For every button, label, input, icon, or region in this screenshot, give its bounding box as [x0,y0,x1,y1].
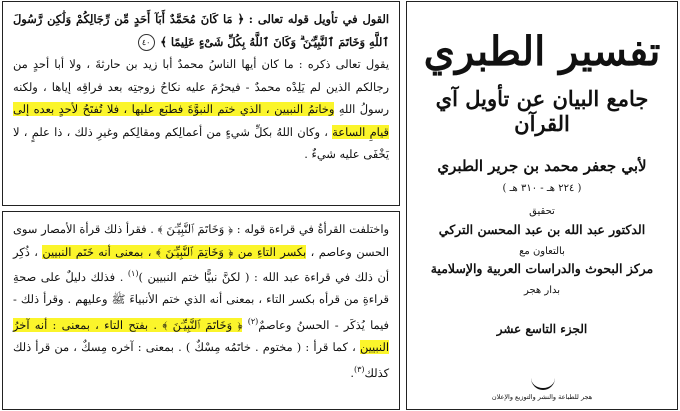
commentary-paragraph [13,53,389,166]
readings-text: . فذلك دليلٌ على صحةِ قراءةِ من قرأه بكسر التاء ، بمعنى أنه الذي ختم الأنبياءَ ﷺ وعليهم . وقرأ ذلك - فيما يُذكَر - الحسنُ وعاصمٌ [13,269,390,332]
cover-publisher: هجر للطباعة والنشر والتوزيع والإعلان [491,393,593,401]
cover-author: لأبي جعفر محمد بن جرير الطبري [437,157,647,175]
quran-verse: ﴿ مَا كَانَ مُحَمَّدٌ أَبَآ أَحَدٍ مِّن رِّجَالِكُمْ وَلَٰكِن رَّسُولَ ٱللَّهِ وَخَاتَمَ ٱلنَّبِيِّـۧنَ ۗ وَكَانَ ٱللَّهُ بِكُلِّ شَىْءٍ عَلِيمًا ﴾ [13,12,389,49]
readings-text-end: . [350,365,354,380]
publisher-logo-icon [531,376,555,390]
tafsir-excerpt-readings [2,211,400,410]
cover-subtitle: جامع البيان عن تأويل آي القرآن [435,86,649,136]
footnote-marker: (٢) [247,316,259,326]
cover-dar-label: بدار هجر [523,285,561,296]
commentary-text: يقول تعالى ذكره : ما كان أيها الناسُ محمدٌ أبا زيد بن حارثةَ ، ولا أبا أحدٍ من رجالكم الذين لم يَلِدْه محمدٌ - فيحرُمَ عليه نكاحُ زوجتِه بعد فراقِه إياها ، ولكنه رسولُ اللهِ [13,57,389,116]
footnote-marker: (١) [127,269,139,278]
cover-research-center: مركز البحوث والدراسات العربية والإسلامية [430,261,654,276]
commentary-text-end: ، وكان اللهُ بكلِّ شيءٍ من أعمالِكم ومقالِكم وغيرِ ذلك ، ذا علمٍ ، لا يَخْفَى عليه شيءٌ . [13,124,389,161]
readings-text: ، ذُكِر أن ذلك في قراءة عبد الله : ( لكنَّ نبيًّا ختم النبيين ) [13,244,389,284]
cover-years: ( ٢٢٤ هـ - ٣١٠ هـ ) [502,183,582,194]
readings-text: واختلفت القرأةُ في قراءة قوله : ﴿ وَخَاتَمَ ٱلنَّبِيِّـۧنَ ﴾ . فقرأ ذلك قرأة الأمصار سوى الحسن وعاصم ، [13,222,390,259]
cover-tahqiq-label: تحقيق [529,206,555,217]
verse-heading-paragraph [13,8,389,53]
cover-editor: الدكتور عبد الله بن عبد المحسن التركي [438,222,646,237]
book-cover [406,1,678,410]
cover-title: تفسير الطبري [423,28,661,75]
verse-number-medallion: ٤٠ [138,34,155,51]
highlighted-kasra-reading: بكسر التاءِ من ﴿ وَخَاتِمَ ٱلنَّبِيِّـۧنَ ﴾ ، بمعنى أنه خَتَم النبيين [42,244,307,259]
readings-text: ، كما قرأ : ( مختوم . خاتَمُه مِسْكٌ ) . بمعنى : آخره مِسكٌ ، من قرأ ذلك كذلك [13,340,389,380]
section-heading: القول في تأويل قوله تعالى : [248,12,390,26]
cover-volume: الجزء التاسع عشر [496,322,588,336]
tafsir-excerpt-verse-40 [2,1,400,206]
highlighted-seal-of-prophets-text: وخاتمُ النبيين ، الذي ختم النبوَّةَ فطبَع عليها ، فلا تُفتَحُ لأحدٍ بعده إلى قيامِ الساعة [13,102,390,139]
highlighted-fatha-reading: ﴿ وَخَاتَمَ ٱلنَّبِيِّـۧنَ ﴾ . بفتح التاء ، بمعنى : أنه آخرُ النبيين [13,317,389,355]
cover-cooperation-label: بالتعاون مع [519,246,565,257]
footnote-marker: (٣) [353,364,365,374]
readings-paragraph [13,218,389,384]
